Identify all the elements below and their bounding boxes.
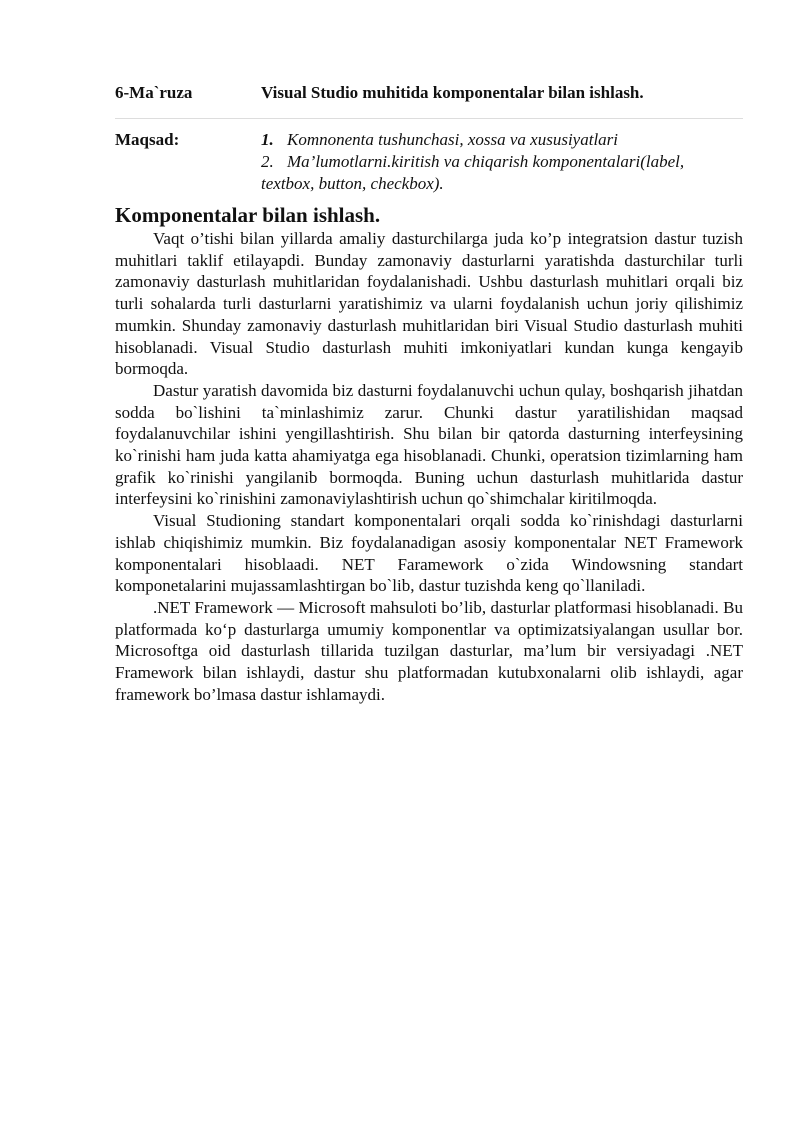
document-page (115, 82, 743, 705)
goal-item (261, 129, 743, 151)
body-paragraph: Visual Studioning standart komponentalari orqali sodda ko`rinishdagi dasturlarni ishlab chiqishimiz mumkin. Biz foydalanadigan asosiy komponentalar NET Framework komponentalari hisoblaadi. NET Faramework o`zida Windowsning standart komponetalarini mujassamlashtirgan bo`lib, dastur tuzishda keng qo`llaniladi. (115, 511, 743, 596)
goal-label: Maqsad: (115, 130, 180, 149)
goal-item-text: Ma’lumotlarni.kiritish va chiqarish komponentalari(label, (287, 152, 685, 171)
lecture-title: Visual Studio muhitida komponentalar bilan ishlash. (261, 83, 644, 102)
lecture-number: 6-Ma`ruza (115, 83, 193, 102)
goal-item-marker: 2. (261, 152, 274, 171)
goal-item-text: Komnonenta tushunchasi, xossa va xususiyatlari (287, 130, 619, 149)
section-title: Komponentalar bilan ishlash. (115, 203, 381, 227)
goal-block (115, 129, 743, 195)
lecture-header (115, 82, 743, 119)
goal-item (261, 151, 743, 173)
goal-list (261, 129, 743, 195)
body-paragraph: .NET Framework — Microsoft mahsuloti bo’lib, dasturlar platformasi hisoblanadi. Bu platformada ko‘p dasturlarga umumiy komponentlar va optimizatsiyalangan usullar bor. Microsoftga oid dasturlash tillarida tuzilgan dasturlar, ma’lum bir versiyadagi .NET Framework bilan ishlaydi, dastur shu platformadan kutubxonalarni olib ishlaydi, agar framework bo’lmasa dastur ishlamaydi. (115, 597, 743, 704)
goal-item-marker: 1. (261, 130, 274, 149)
body-paragraph: Vaqt o’tishi bilan yillarda amaliy dasturchilarga juda ko’p integratsion dastur tuzish muhitlari taklif etilayapdi. Bunday zamonaviy dasturlarni yaratishda dasturchilar turli zamonaviy dasturlash muhitlaridan foydalanishadi. Ushbu dasturlash muhitlari orqali biz turli sohalarda turli dasturlarni yaratishimiz va ularni foydalanish uchun joriy qilishimiz mumkin. Shunday zamonaviy dasturlash muhitlaridan biri Visual Studio dasturlash muhiti hisoblanadi. Visual Studio dasturlash muhiti imkoniyatlari kundan kunga kengayib bormoqda. (115, 229, 743, 379)
goal-item-continuation: textbox, button, checkbox). (261, 174, 444, 193)
body-paragraph: Dastur yaratish davomida biz dasturni foydalanuvchi uchun qulay, boshqarish jihatdan sodda bo`lishini ta`minlashimiz zarur. Chunki dastur yaratilishidan maqsad foydalanuvchilar ishini yengillashtirish. Shu bilan bir qatorda dasturning interfeysining ko`rinishi ham juda katta ahamiyatga ega hisoblanadi. Chunki, operatsion tizimlarning ham grafik ko`rinishi yangilanib bormoqda. Buning uchun dasturlash muhitlarida dastur interfeysini ko`rinishini zamonaviylashtirish uchun qo`shimchalar kiritilmoqda. (115, 380, 743, 509)
